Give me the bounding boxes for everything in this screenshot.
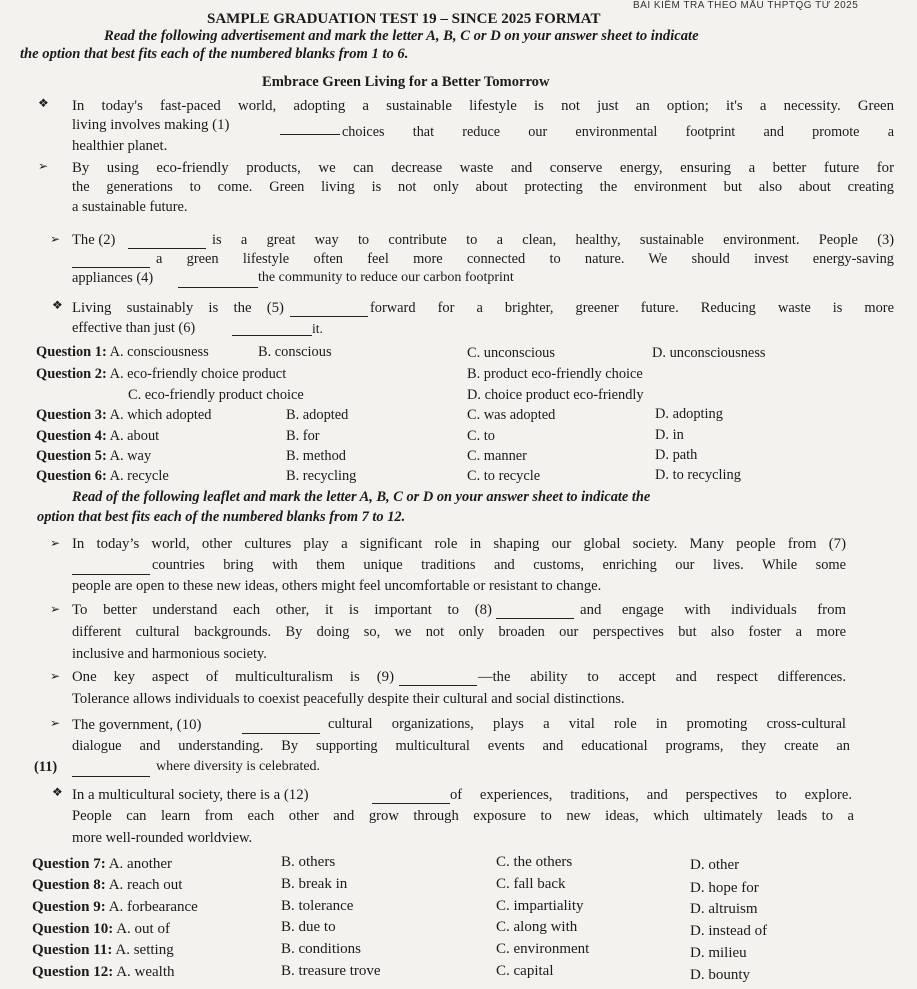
passage2-p4-line3b: where diversity is celebrated. bbox=[156, 759, 321, 774]
diamond-bullet-icon: ❖ bbox=[52, 298, 63, 312]
option-c[interactable]: C. the others bbox=[496, 854, 573, 870]
option-a[interactable]: A. reach out bbox=[108, 877, 183, 893]
passage1-p3-line3b: the community to reduce our carbon footprint bbox=[258, 270, 514, 285]
passage2-p2-line3: inclusive and harmonious society. bbox=[72, 646, 267, 662]
passage2-p5-line2: People can learn from each other and grow through exposure to new ideas, which ultimately leads to a bbox=[72, 808, 854, 824]
passage1-p1-line3: healthier planet. bbox=[72, 138, 168, 154]
answer-blank-1 bbox=[280, 133, 340, 135]
question-row bbox=[36, 468, 169, 485]
question-label: Question 3: bbox=[36, 407, 107, 423]
instruction-2-line-2: option that best fits each of the numbered blanks from 7 to 12. bbox=[37, 509, 406, 525]
option-b[interactable]: B. for bbox=[286, 428, 320, 444]
passage2-p3-line1b: —the ability to accept and respect differences. bbox=[478, 669, 846, 685]
question-label: Question 2: bbox=[36, 366, 107, 382]
option-a[interactable]: A. about bbox=[109, 428, 160, 444]
answer-blank-4 bbox=[178, 286, 258, 288]
option-c[interactable]: C. environment bbox=[496, 941, 590, 957]
passage1-p4-line2b: it. bbox=[312, 321, 323, 336]
passage2-p1-line1: In today’s world, other cultures play a significant role in shaping our global society. Many people from (7) bbox=[72, 536, 846, 552]
answer-blank-6 bbox=[232, 334, 312, 336]
passage1-p4-line2a: effective than just (6) bbox=[72, 320, 196, 336]
test-title: SAMPLE GRADUATION TEST 19 – SINCE 2025 FORMAT bbox=[207, 11, 601, 27]
passage2-p4-line2: dialogue and understanding. By supporting multicultural events and educational programs, they create an bbox=[72, 738, 850, 754]
question-label: Question 8: bbox=[32, 877, 106, 893]
option-c[interactable]: C. eco-friendly product choice bbox=[128, 387, 304, 403]
option-d[interactable]: D. adopting bbox=[655, 406, 723, 422]
advertisement-title: Embrace Green Living for a Better Tomorrow bbox=[262, 74, 550, 90]
passage1-p2-line1: By using eco-friendly products, we can decrease waste and conserve energy, ensuring a better future for bbox=[72, 160, 894, 176]
passage1-p3-line1b: is a great way to contribute to a clean, healthy, sustainable environment. People (3) bbox=[212, 232, 894, 248]
option-c[interactable]: C. was adopted bbox=[467, 407, 556, 423]
option-a[interactable]: A. consciousness bbox=[109, 344, 209, 360]
option-d[interactable]: D. to recycling bbox=[655, 467, 741, 483]
option-b[interactable]: B. treasure trove bbox=[281, 963, 381, 979]
option-b[interactable]: B. conscious bbox=[258, 344, 332, 360]
arrow-bullet-icon: ➢ bbox=[50, 669, 61, 683]
option-c[interactable]: C. unconscious bbox=[467, 345, 555, 361]
passage2-p5-line1b: of experiences, traditions, and perspectives to explore. bbox=[450, 787, 852, 803]
arrow-bullet-icon: ➢ bbox=[50, 536, 61, 550]
passage1-p2-line3: a sustainable future. bbox=[72, 199, 188, 215]
arrow-bullet-icon: ➢ bbox=[50, 232, 61, 246]
instruction-1-line-2: the option that best fits each of the numbered blanks from 1 to 6. bbox=[20, 46, 409, 62]
arrow-bullet-icon: ➢ bbox=[38, 159, 49, 173]
option-c[interactable]: C. to bbox=[467, 428, 495, 444]
option-a[interactable]: A. eco-friendly choice product bbox=[109, 366, 287, 382]
option-b[interactable]: B. conditions bbox=[281, 941, 362, 957]
passage1-p2-line2: the generations to come. Green living is not only about protecting the environment but also about creating bbox=[72, 179, 894, 195]
answer-blank-10 bbox=[242, 732, 320, 734]
passage2-p2-line2: different cultural backgrounds. By doing so, we not only broaden our perspectives but also foster a more bbox=[72, 624, 846, 640]
question-row bbox=[32, 963, 175, 981]
passage2-p4-line1b: cultural organizations, plays a vital role in promoting cross-cultural bbox=[328, 716, 846, 732]
question-row bbox=[32, 941, 174, 959]
passage2-p1-line2b: countries bring with them unique traditions and customs, enriching our lives. While some bbox=[152, 557, 846, 573]
passage1-p1-line2b: choices that reduce our environmental footprint and promote a bbox=[342, 124, 894, 140]
question-row bbox=[32, 898, 198, 916]
passage2-p1-line3: people are open to these new ideas, others might feel uncomfortable or resistant to change. bbox=[72, 578, 602, 594]
passage2-p4-line1a: The government, (10) bbox=[72, 717, 202, 733]
question-row bbox=[36, 428, 159, 445]
diamond-bullet-icon: ❖ bbox=[52, 785, 63, 799]
question-row bbox=[32, 876, 182, 894]
option-d[interactable]: D. in bbox=[655, 427, 684, 443]
option-b[interactable]: B. due to bbox=[281, 919, 336, 935]
option-a[interactable]: A. setting bbox=[115, 942, 174, 958]
option-c[interactable]: C. fall back bbox=[496, 876, 566, 892]
option-d[interactable]: D. unconsciousness bbox=[652, 345, 766, 361]
option-b[interactable]: B. recycling bbox=[286, 468, 357, 484]
question-label: Question 7: bbox=[32, 856, 106, 872]
passage1-p3-line3a: appliances (4) bbox=[72, 270, 154, 286]
question-label: Question 1: bbox=[36, 344, 107, 360]
question-label: Question 9: bbox=[32, 899, 106, 915]
question-label: Question 6: bbox=[36, 468, 107, 484]
passage2-p3-line1a: One key aspect of multiculturalism is (9) bbox=[72, 669, 394, 685]
question-row bbox=[36, 407, 212, 424]
passage2-p3-line2: Tolerance allows individuals to coexist peacefully despite their cultural and social distinctions. bbox=[72, 691, 625, 707]
passage2-p5-line3: more well-rounded worldview. bbox=[72, 830, 253, 846]
passage1-p3-line2b: a green lifestyle often feel more connected to nature. We should invest energy-saving bbox=[156, 251, 894, 267]
option-d[interactable]: D. choice product eco-friendly bbox=[467, 387, 644, 403]
option-a[interactable]: A. which adopted bbox=[109, 407, 212, 423]
answer-blank-7 bbox=[72, 573, 150, 575]
passage1-p1-line1: In today's fast-paced world, adopting a sustainable lifestyle is not just an option; it's a necessity. Green bbox=[72, 98, 894, 114]
option-d[interactable]: D. bounty bbox=[690, 967, 750, 983]
instruction-1-line-1: Read the following advertisement and mark the letter A, B, C or D on your answer sheet to indicate bbox=[104, 28, 699, 44]
answer-blank-9 bbox=[399, 684, 477, 686]
passage1-p3-line1a: The (2) bbox=[72, 232, 116, 248]
option-b[interactable]: B. others bbox=[281, 854, 336, 870]
option-a[interactable]: A. way bbox=[109, 448, 152, 464]
option-b[interactable]: B. method bbox=[286, 448, 346, 464]
question-label: Question 12: bbox=[32, 964, 114, 980]
option-c[interactable]: C. capital bbox=[496, 963, 554, 979]
answer-blank-2 bbox=[128, 247, 206, 249]
answer-blank-8 bbox=[496, 617, 574, 619]
passage2-p2-line1b: and engage with individuals from bbox=[580, 602, 846, 618]
option-b[interactable]: B. tolerance bbox=[281, 898, 354, 914]
option-a[interactable]: A. wealth bbox=[116, 964, 175, 980]
option-b[interactable]: B. product eco-friendly choice bbox=[467, 366, 643, 382]
passage1-p4-line1a: Living sustainably is the (5) bbox=[72, 300, 284, 316]
arrow-bullet-icon: ➢ bbox=[50, 716, 61, 730]
question-row bbox=[36, 448, 151, 465]
option-d[interactable]: D. milieu bbox=[690, 945, 747, 961]
passage1-p1-line2a-text: living involves making (1) bbox=[72, 117, 230, 133]
option-b[interactable]: B. adopted bbox=[286, 407, 349, 423]
option-d[interactable]: D. other bbox=[690, 857, 740, 873]
option-a[interactable]: A. forbearance bbox=[108, 899, 198, 915]
answer-blank-11 bbox=[72, 775, 150, 777]
passage2-p4-line3a: (11) bbox=[34, 759, 58, 775]
question-label: Question 10: bbox=[32, 921, 114, 937]
option-c[interactable]: C. manner bbox=[467, 448, 527, 464]
diamond-bullet-icon: ❖ bbox=[38, 96, 49, 110]
question-row bbox=[32, 920, 170, 938]
option-d[interactable]: D. hope for bbox=[690, 880, 759, 896]
passage1-p4-line1b: forward for a brighter, greener future. Reducing waste is more bbox=[370, 300, 894, 316]
option-c[interactable]: C. along with bbox=[496, 919, 578, 935]
option-c[interactable]: C. impartiality bbox=[496, 898, 584, 914]
option-d[interactable]: D. instead of bbox=[690, 923, 768, 939]
arrow-bullet-icon: ➢ bbox=[50, 602, 61, 616]
question-row bbox=[36, 366, 286, 383]
option-a[interactable]: A. out of bbox=[116, 921, 170, 937]
question-label: Question 5: bbox=[36, 448, 107, 464]
passage2-p5-line1a: In a multicultural society, there is a (12) bbox=[72, 787, 309, 803]
instruction-2-line-1: Read of the following leaflet and mark the letter A, B, C or D on your answer sheet to indicate the bbox=[72, 489, 651, 505]
option-d[interactable]: D. altruism bbox=[690, 901, 758, 917]
answer-blank-12 bbox=[372, 802, 450, 804]
question-row bbox=[32, 855, 172, 873]
question-label: Question 4: bbox=[36, 428, 107, 444]
answer-blank-5 bbox=[290, 315, 368, 317]
passage2-p2-line1a: To better understand each other, it is important to (8) bbox=[72, 602, 492, 618]
header-topline: BÀI KIỂM TRA THEO MẪU THPTQG TỪ 2025 bbox=[633, 0, 859, 11]
option-d[interactable]: D. path bbox=[655, 447, 698, 463]
question-row bbox=[36, 344, 209, 361]
passage1-p1-line2a bbox=[72, 117, 229, 135]
question-label: Question 11: bbox=[32, 942, 113, 958]
option-c[interactable]: C. to recycle bbox=[467, 468, 541, 484]
option-b[interactable]: B. break in bbox=[281, 876, 348, 892]
option-a[interactable]: A. recycle bbox=[109, 468, 169, 484]
option-a[interactable]: A. another bbox=[108, 856, 173, 872]
answer-blank-3 bbox=[72, 266, 150, 268]
